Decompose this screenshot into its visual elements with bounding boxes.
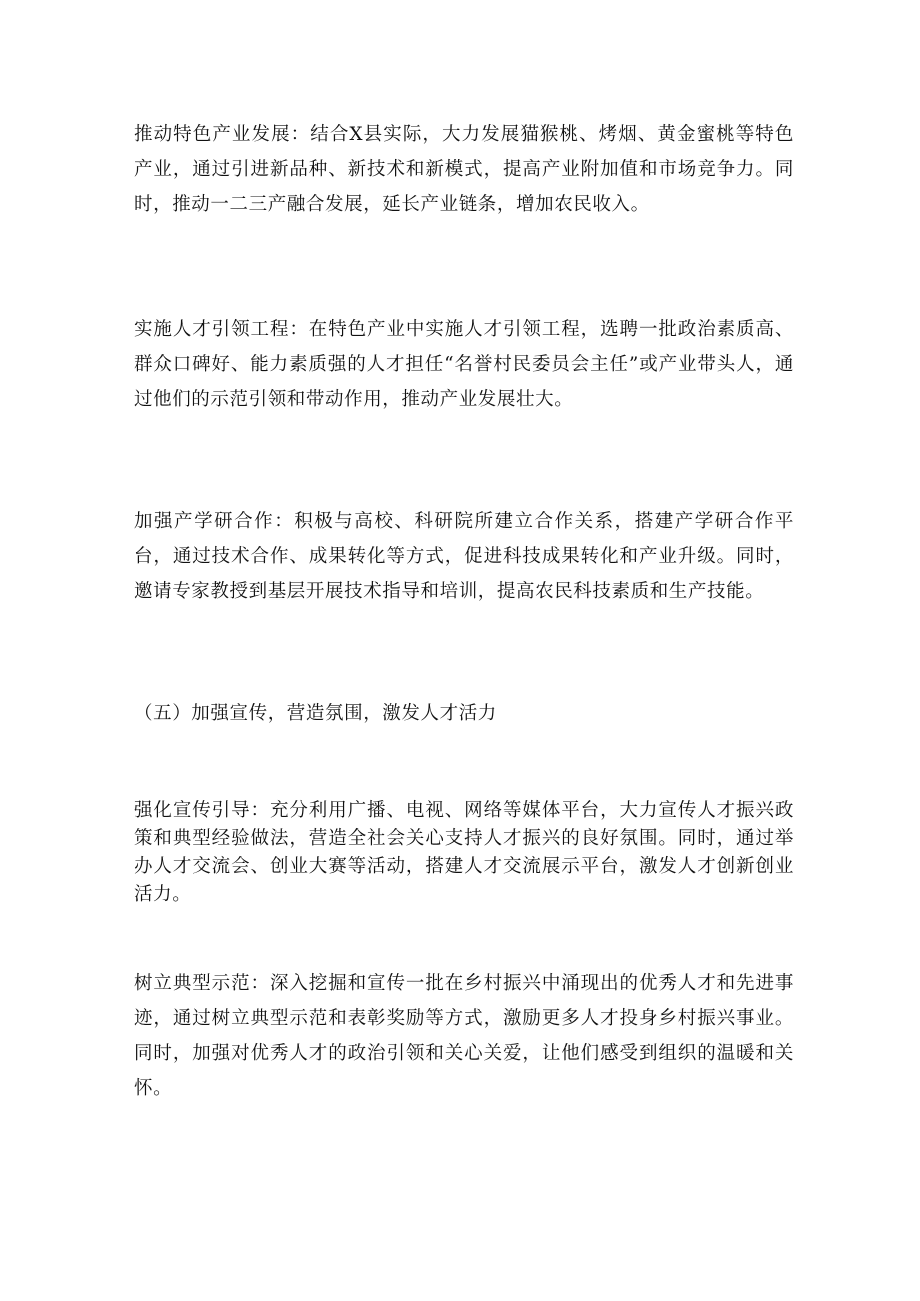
- section-heading: （五）加强宣传，营造氛围，激发人才活力: [134, 703, 497, 724]
- paragraph-publicity: 强化宣传引导：充分利用广播、电视、网络等媒体平台，大力宣传人才振兴政策和典型经验做法，营造全社会关心支持人才振兴的良好氛围。同时，通过举办人才交流会、创业大赛等活动，搭建人才交流展示平台，激发人才创新创业活力。: [134, 800, 794, 905]
- paragraph-industry-development: 推动特色产业发展：结合X县实际，大力发展猫猴桃、烤烟、黄金蜜桃等特色产业，通过引进新品种、新技术和新模式，提高产业附加值和市场竞争力。同时，推动一二三产融合发展，延长产业链条，增加农民收入。: [134, 124, 794, 215]
- paragraph-role-models: 树立典型示范：深入挖掘和宣传一批在乡村振兴中涌现出的优秀人才和先进事迹，通过树立典型示范和表彰奖励等方式，激励更多人才投身乡村振兴事业。同时，加强对优秀人才的政治引领和关心关爱，让他们感受到组织的温暖和关怀。: [134, 973, 794, 1099]
- paragraph-industry-academia: 加强产学研合作：积极与高校、科研院所建立合作关系，搭建产学研合作平台，通过技术合作、成果转化等方式，促进科技成果转化和产业升级。同时，邀请专家教授到基层开展技术指导和培训，提高农民科技素质和生产技能。: [134, 511, 794, 602]
- paragraph-talent-leadership: 实施人才引领工程：在特色产业中实施人才引领工程，选聘一批政治素质高、群众口碑好、能力素质强的人才担任“名誉村民委员会主任”或产业带头人，通过他们的示范引领和带动作用，推动产业发展壮大。: [134, 319, 794, 410]
